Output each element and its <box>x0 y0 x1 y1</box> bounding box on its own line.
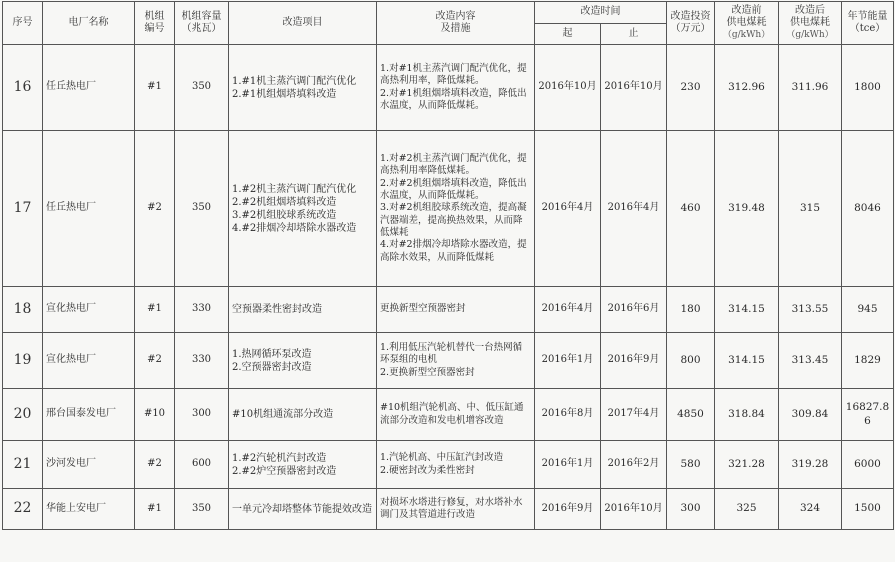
row-seq: 17 <box>3 131 43 287</box>
end-date: 2016年2月 <box>601 441 667 489</box>
coal-after: 313.55 <box>779 287 842 333</box>
header-project: 改造项目 <box>229 2 377 45</box>
project-items <box>229 45 377 131</box>
measure-item: 4.对#2排烟冷却塔除水器改造，提高除水效果，从而降低煤耗 <box>380 239 527 263</box>
project-items <box>229 131 377 287</box>
plant-name: 宣化热电厂 <box>43 287 135 333</box>
header-investment: 改造投资 （万元） <box>667 2 715 45</box>
project-item: 1.#2机主蒸汽调门配汽优化 <box>232 183 357 195</box>
capacity: 330 <box>175 333 229 389</box>
header-content: 改造内容 及措施 <box>377 2 535 45</box>
investment: 4850 <box>667 389 715 441</box>
measure-item: 1.利用低压汽轮机替代一台热网循环泵组的电机 <box>380 341 523 366</box>
header-plant-name: 电厂名称 <box>43 2 135 45</box>
measure-item: 1.汽轮机高、中压缸汽封改造 <box>380 452 504 464</box>
investment: 180 <box>667 287 715 333</box>
coal-after: 319.28 <box>779 441 842 489</box>
investment: 230 <box>667 45 715 131</box>
row-seq: 22 <box>3 489 43 530</box>
start-date: 2016年4月 <box>535 287 601 333</box>
investment: 300 <box>667 489 715 530</box>
unit-no: #1 <box>135 489 175 530</box>
measure-item: 对损坏水塔进行修复，对水塔补水调门及其管道进行改造 <box>380 496 523 520</box>
unit-no: #1 <box>135 45 175 131</box>
measure-item: 更换新型空预器密封 <box>380 303 466 315</box>
project-item: 1.热网循环泵改造 <box>232 348 312 360</box>
project-items <box>229 489 377 530</box>
measure-items <box>377 389 535 441</box>
plant-name: 华能上安电厂 <box>43 489 135 530</box>
project-items <box>229 441 377 489</box>
unit-no: #2 <box>135 441 175 489</box>
header-time: 改造时间 <box>535 2 667 24</box>
measure-items <box>377 287 535 333</box>
table-row <box>3 333 894 389</box>
start-date: 2016年10月 <box>535 45 601 131</box>
coal-after: 315 <box>779 131 842 287</box>
row-seq: 20 <box>3 389 43 441</box>
coal-before: 312.96 <box>715 45 779 131</box>
project-item: 空预器柔性密封改造 <box>232 304 322 315</box>
measure-item: 1.对#2机主蒸汽调门配汽优化，提高热利用率降低煤耗。 <box>380 152 527 177</box>
project-items <box>229 287 377 333</box>
coal-after: 311.96 <box>779 45 842 131</box>
project-item: 1.#1机主蒸汽调门配汽优化 <box>232 75 357 87</box>
capacity: 350 <box>175 45 229 131</box>
header-coal-before: 改造前 供电煤耗 （g/kWh） <box>715 2 779 45</box>
table-row <box>3 389 894 441</box>
header-capacity: 机组容量 （兆瓦） <box>175 2 229 45</box>
table-row <box>3 287 894 333</box>
end-date: 2016年6月 <box>601 287 667 333</box>
plant-name: 宣化热电厂 <box>43 333 135 389</box>
project-item: 2.#2机组烟塔填料改造 <box>232 196 337 208</box>
capacity: 330 <box>175 287 229 333</box>
measure-item: 3.对#2机组胶球系统改造，提高凝汽器端差，提高换热效果，从而降低煤耗 <box>380 202 527 239</box>
project-item: 1.#2汽轮机汽封改造 <box>232 452 327 464</box>
measure-item: 2.对#2机组烟塔填料改造，降低出水温度，从而降低煤耗。 <box>380 177 527 201</box>
header-coal-after: 改造后 供电煤耗 （g/kWh） <box>779 2 842 45</box>
end-date: 2017年4月 <box>601 389 667 441</box>
project-items <box>229 389 377 441</box>
project-item: 3.#2机组胶球系统改造 <box>232 209 337 221</box>
measure-items <box>377 45 535 131</box>
measure-items <box>377 489 535 530</box>
start-date: 2016年1月 <box>535 441 601 489</box>
table-row <box>3 441 894 489</box>
coal-before: 318.84 <box>715 389 779 441</box>
project-items <box>229 333 377 389</box>
capacity: 300 <box>175 389 229 441</box>
retrofit-table <box>2 1 894 530</box>
measure-item: 2.对#1机组烟塔填料改造，降低出水温度，从而降低煤耗。 <box>380 87 527 111</box>
header-seq: 序号 <box>3 2 43 45</box>
investment: 800 <box>667 333 715 389</box>
energy-saving: 1500 <box>842 489 894 530</box>
table-row <box>3 489 894 530</box>
coal-before: 321.28 <box>715 441 779 489</box>
end-date: 2016年10月 <box>601 489 667 530</box>
coal-before: 319.48 <box>715 131 779 287</box>
coal-after: 309.84 <box>779 389 842 441</box>
energy-saving: 8046 <box>842 131 894 287</box>
table-row <box>3 131 894 287</box>
start-date: 2016年4月 <box>535 131 601 287</box>
plant-name: 任丘热电厂 <box>43 45 135 131</box>
row-seq: 19 <box>3 333 43 389</box>
measure-item: 1.对#1机主蒸汽调门配汽优化，提高热利用率，降低煤耗。 <box>380 62 527 87</box>
unit-no: #2 <box>135 131 175 287</box>
row-seq: 21 <box>3 441 43 489</box>
project-item: 一单元冷却塔整体节能提效改造 <box>232 503 372 515</box>
row-seq: 16 <box>3 45 43 131</box>
table-row <box>3 45 894 131</box>
investment: 580 <box>667 441 715 489</box>
measure-item: #10机组汽轮机高、中、低压缸通流部分改造和发电机增容改造 <box>380 402 524 426</box>
project-item: 2.#2炉空预器密封改造 <box>232 465 337 477</box>
coal-before: 314.15 <box>715 333 779 389</box>
project-item: 2.空预器密封改造 <box>232 361 312 373</box>
capacity: 350 <box>175 489 229 530</box>
measure-items <box>377 441 535 489</box>
plant-name: 邢台国泰发电厂 <box>43 389 135 441</box>
header-unit-no: 机组 编号 <box>135 2 175 45</box>
coal-before: 314.15 <box>715 287 779 333</box>
energy-saving: 1800 <box>842 45 894 131</box>
header-saving: 年节能量 （tce） <box>842 2 894 45</box>
start-date: 2016年1月 <box>535 333 601 389</box>
plant-name: 沙河发电厂 <box>43 441 135 489</box>
energy-saving: 1829 <box>842 333 894 389</box>
unit-no: #10 <box>135 389 175 441</box>
coal-after: 313.45 <box>779 333 842 389</box>
start-date: 2016年8月 <box>535 389 601 441</box>
row-seq: 18 <box>3 287 43 333</box>
start-date: 2016年9月 <box>535 489 601 530</box>
project-item: 2.#1机组烟塔填料改造 <box>232 88 337 100</box>
plant-name: 任丘热电厂 <box>43 131 135 287</box>
energy-saving: 945 <box>842 287 894 333</box>
measure-items <box>377 131 535 287</box>
measure-item: 2.更换新型空预器密封 <box>380 366 475 378</box>
end-date: 2016年9月 <box>601 333 667 389</box>
end-date: 2016年10月 <box>601 45 667 131</box>
project-item: 4.#2排烟冷却塔除水器改造 <box>232 222 357 234</box>
energy-saving: 16827.86 <box>842 389 894 441</box>
energy-saving: 6000 <box>842 441 894 489</box>
coal-before: 325 <box>715 489 779 530</box>
investment: 460 <box>667 131 715 287</box>
project-item: #10机组通流部分改造 <box>232 409 334 420</box>
unit-no: #2 <box>135 333 175 389</box>
unit-no: #1 <box>135 287 175 333</box>
header-end: 止 <box>601 24 667 45</box>
coal-after: 324 <box>779 489 842 530</box>
capacity: 350 <box>175 131 229 287</box>
end-date: 2016年4月 <box>601 131 667 287</box>
measure-items <box>377 333 535 389</box>
measure-item: 2.硬密封改为柔性密封 <box>380 464 475 476</box>
capacity: 600 <box>175 441 229 489</box>
header-start: 起 <box>535 24 601 45</box>
